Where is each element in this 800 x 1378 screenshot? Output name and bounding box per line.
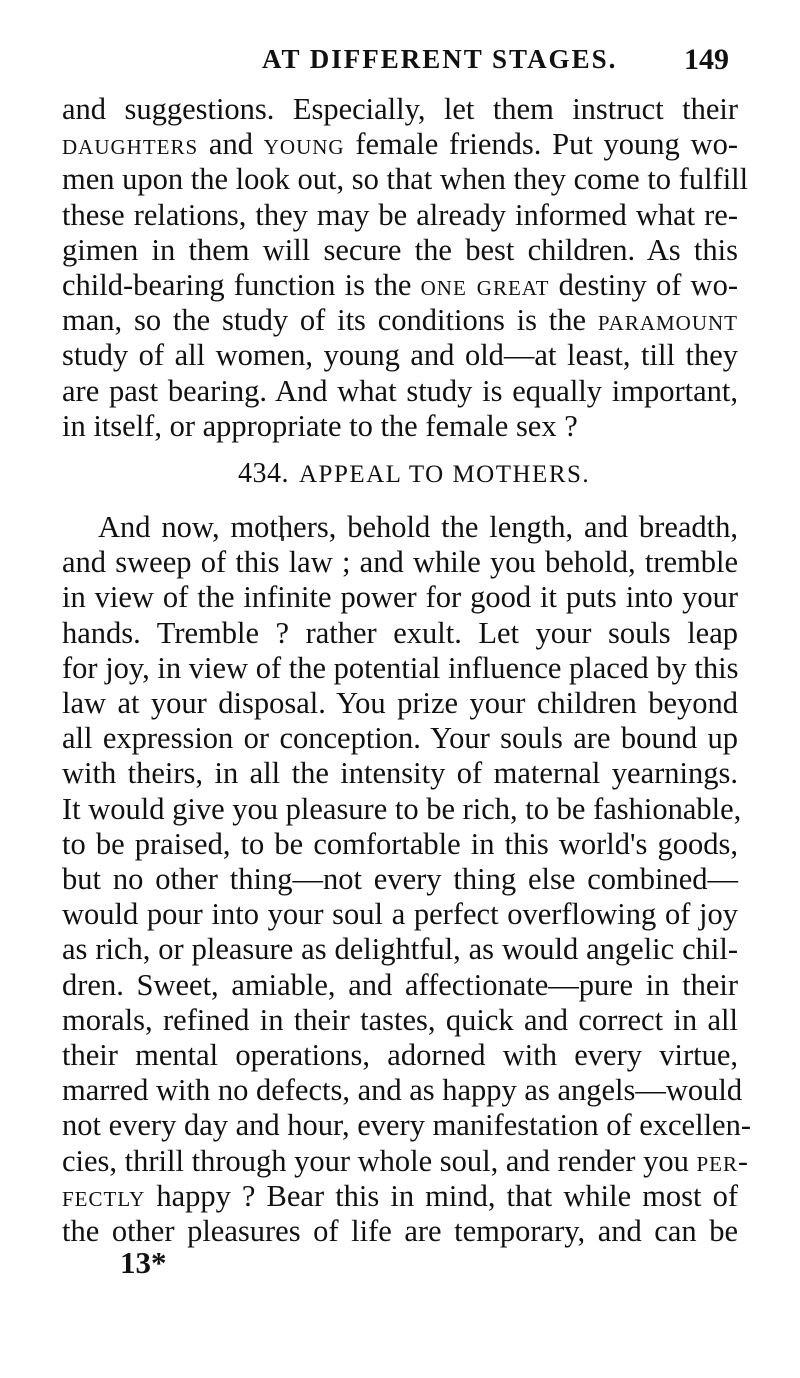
running-head: AT DIFFERENT STAGES. (262, 44, 618, 74)
small-caps-young: young (263, 128, 345, 161)
text-line: daughters and young female friends. Put young wo- (62, 127, 739, 161)
page-number: 149 (684, 43, 729, 76)
text-line: hands. Tremble ? rather exult. Let your souls leap (62, 616, 738, 650)
text-line: man, so the study of its conditions is the paramount (62, 303, 738, 337)
text-line: to be praised, to be comfortable in this world's goods, (62, 827, 738, 861)
text-line: And now, mothers, behold the length, and breadth, (98, 510, 738, 544)
text-line: marred with no defects, and as happy as angels—would (62, 1073, 743, 1107)
text-line: with theirs, in all the intensity of maternal yearnings. (62, 756, 738, 790)
text-line: their mental operations, adorned with every virtue, (62, 1038, 738, 1072)
signature-mark: 13* (120, 1245, 167, 1280)
small-caps-paramount: paramount (597, 304, 738, 337)
section-number: 434. (238, 458, 289, 489)
text-line: and sweep of this law ; and while you behold, tremble (62, 545, 738, 579)
text-line: men upon the look out, so that when they come to fulfill (62, 162, 749, 196)
text-line: law at your disposal. You prize your children beyond (62, 686, 738, 720)
small-caps-daughters: daughters (62, 128, 199, 161)
text-line: but no other thing—not every thing else combined— (62, 862, 738, 896)
text-line: would pour into your soul a perfect overflowing of joy (62, 897, 738, 931)
section-title: APPEAL TO MOTHERS. (299, 461, 591, 488)
text-line: cies, thrill through your whole soul, and render you per- (62, 1144, 749, 1178)
small-caps-fectly: fectly (62, 1180, 146, 1213)
text-line: these relations, they may be already informed what re- (62, 198, 738, 232)
text-line: and suggestions. Especially, let them instruct their (62, 92, 738, 126)
text-line: in view of the infinite power for good it puts into your (62, 580, 738, 614)
text-line: in itself, or appropriate to the female sex ? (62, 409, 578, 443)
text-line: the other pleasures of life are temporary, and can be (62, 1214, 738, 1248)
small-caps-one-great: one great (420, 269, 550, 302)
text-line: fectly happy ? Bear this in mind, that while most of (62, 1179, 738, 1213)
text-line: not every day and hour, every manifestation of excellen- (62, 1108, 751, 1142)
small-caps-per: per- (696, 1145, 749, 1178)
text-line: morals, refined in their tastes, quick and correct in all (62, 1003, 738, 1037)
text-line: child-bearing function is the one great destiny of wo- (62, 268, 738, 302)
text-line: as rich, or pleasure as delightful, as would angelic chil- (62, 932, 738, 966)
section-heading (238, 458, 590, 490)
text-line: study of all women, young and old—at least, till they (62, 338, 738, 372)
text-line: gimen in them will secure the best children. As this (62, 233, 738, 267)
text-line: for joy, in view of the potential influence placed by this (62, 651, 739, 685)
text-line: are past bearing. And what study is equally important, (62, 374, 738, 408)
text-line: dren. Sweet, amiable, and affectionate—pure in their (62, 968, 738, 1002)
text-line: It would give you pleasure to be rich, to be fashionable, (62, 792, 742, 826)
text-line: all expression or conception. Your souls are bound up (62, 721, 738, 755)
